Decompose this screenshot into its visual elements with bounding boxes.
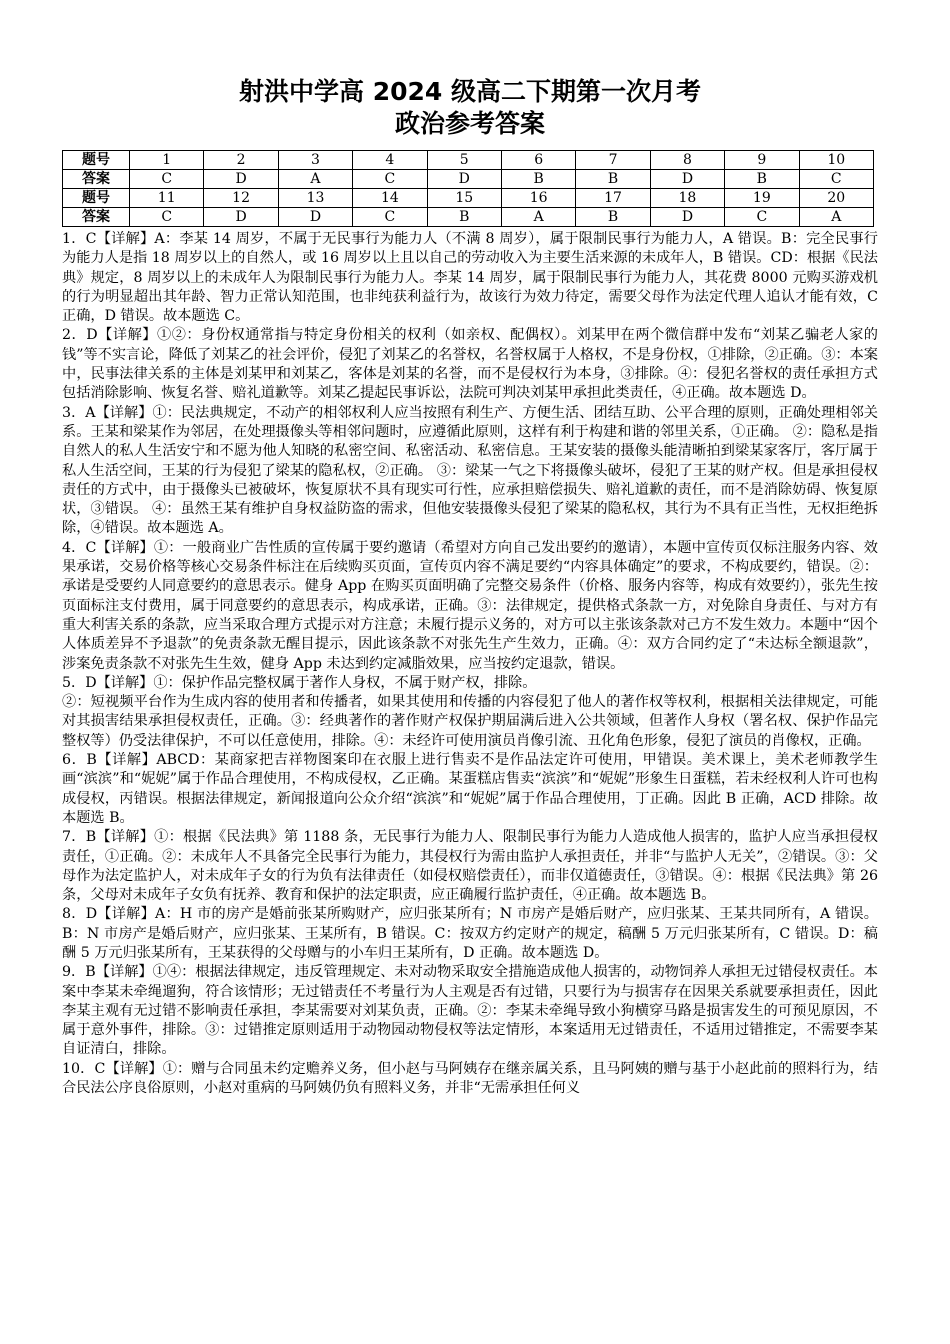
answer-row-1 bbox=[63, 170, 874, 189]
question-number: 15 bbox=[427, 189, 501, 208]
question-number: 2 bbox=[204, 151, 278, 170]
question-number: 8 bbox=[650, 151, 724, 170]
explanation-q5-continued: ②：短视频平台作为生成内容的使用者和传播者，如果其使用和传播的内容侵犯了他人的著作权等权利，根据相关法律规定，可能对其损害结果承担侵权责任，正确。③：经典著作的著作财产权保护期届满后进入公共领域，但著作人身权（署名权、保护作品完整权等）仍受法律保护，不可以任意使用，排除。④：未经许可使用演员肖像引流、丑化角色形象，侵犯了演员的肖像权，正确。 bbox=[62, 694, 878, 749]
question-number: 14 bbox=[353, 189, 427, 208]
answer-cell: C bbox=[353, 170, 427, 189]
answer-cell: C bbox=[130, 170, 204, 189]
subject-title: 政治参考答案 bbox=[394, 109, 545, 138]
answer-cell: A bbox=[501, 208, 575, 227]
explanation-q4: 4．C【详解】①：一般商业广告性质的宣传属于要约邀请（希望对方向自己发出要约的邀请），本题中宣传页仅标注服务内容、效果承诺，交易价格等核心交易条件标注在后续购买页面，宣传页内容不满足要约“内容具体确定”的要求，不构成要约，错误。②：承诺是受要约人同意要约的意思表示。健身 App 在购买页面明确了完整交易条件（价格、服务内容等，构成有效要约），张先生按页面标注支付费用，属于同意要约的意思表示，构成承诺，正确。③：法律规定，提供格式条款一方，对免除自身责任、与对方有重大利害关系的条款，应当采取合理方式提示对方注意；未履行提示义务的，对方可以主张该条款对己方不发生效力。本题中“因个人体质差异不予退款”的免责条款无醒目提示，因此该条款不对张先生产生效力，正确。④：双方合同约定了“未达标全额退款”，涉案免责条款不对张先生生效，健身 App 未达到约定减脂效果，应当按约定退款，错误。 bbox=[62, 539, 878, 672]
answer-cell: C bbox=[130, 208, 204, 227]
question-number: 19 bbox=[725, 189, 799, 208]
exam-title: 射洪中学高 2024 级高二下期第一次月考 bbox=[239, 77, 701, 106]
question-number: 3 bbox=[278, 151, 352, 170]
answer-cell: C bbox=[799, 170, 873, 189]
question-number: 4 bbox=[353, 151, 427, 170]
question-number-row-1 bbox=[63, 151, 874, 170]
answer-cell: B bbox=[576, 208, 650, 227]
question-number: 20 bbox=[799, 189, 873, 208]
answer-cell: D bbox=[650, 208, 724, 227]
row-label-answer: 答案 bbox=[63, 208, 130, 227]
question-number: 7 bbox=[576, 151, 650, 170]
answer-document bbox=[62, 76, 878, 1098]
question-number: 5 bbox=[427, 151, 501, 170]
answer-cell: B bbox=[501, 170, 575, 189]
explanation-q5: 5．D【详解】①：保护作品完整权属于著作人身权，不属于财产权，排除。 bbox=[62, 674, 537, 691]
question-number: 1 bbox=[130, 151, 204, 170]
explanation-q9: 9．B【详解】①④：根据法律规定，违反管理规定、未对动物采取安全措施造成他人损害的，动物饲养人承担无过错侵权责任。本案中李某未牵绳遛狗，符合该情形；无过错责任不考量行为人主观是否有过错，只要行为与损害存在因果关系就要承担责任，因此李某主观有无过错不影响责任承担，李某需要对刘某负责，正确。②：李某未牵绳导致小狗横穿马路是损害发生的可预见原因，不属于意外事件，排除。③：过错推定原则适用于动物园动物侵权等法定情形，本案适用无过错责任，不适用过错推定，不需要李某自证清白，排除。 bbox=[62, 964, 878, 1058]
answer-row-2 bbox=[63, 208, 874, 227]
question-number: 10 bbox=[799, 151, 873, 170]
answer-cell: A bbox=[278, 170, 352, 189]
explanation-list bbox=[62, 230, 878, 1098]
explanation-q7: 7．B【详解】①：根据《民法典》第 1188 条，无民事行为能力人、限制民事行为能力人造成他人损害的，监护人应当承担侵权责任，①正确。②：未成年人不具备完全民事行为能力，其侵权行为需由监护人承担责任，并非“与监护人无关”，②错误。③：父母作为法定监护人，对未成年子女的行为负有法律责任（如侵权赔偿责任），而非仅道德责任，③错误。④：根据《民法典》第 26 条，父母对未成年子女负有抚养、教育和保护的法定职责，应正确履行监护责任，④正确。故本题选 B。 bbox=[62, 829, 878, 904]
row-label-question: 题号 bbox=[63, 189, 130, 208]
answer-cell: C bbox=[353, 208, 427, 227]
question-number: 16 bbox=[501, 189, 575, 208]
row-label-question: 题号 bbox=[63, 151, 130, 170]
question-number: 11 bbox=[130, 189, 204, 208]
question-number-row-2 bbox=[63, 189, 874, 208]
explanation-q10: 10．C【详解】①：赠与合同虽未约定赡养义务，但小赵与马阿姨存在继亲属关系，且马阿姨的赠与基于小赵此前的照料行为，结合民法公序良俗原则，小赵对重病的马阿姨仍负有照料义务，并非“无需承担任何义 bbox=[62, 1060, 878, 1097]
answer-table bbox=[62, 150, 874, 227]
explanation-q3: 3．A【详解】①：民法典规定，不动产的相邻权利人应当按照有利生产、方便生活、团结互助、公平合理的原则，正确处理相邻关系。王某和梁某作为邻居，在处理摄像头等相邻问题时，应遵循此原则，这样有利于构建和谐的邻里关系，①正确。 ②：隐私是指自然人的私人生活安宁和不愿为他人知晓的私密空间、私密活动、私密信息。王某安装的摄像头能清晰拍到梁某家客厅，客厅属于私人生活空间，王某的行为侵犯了梁某的隐私权，②正确。 ③：梁某一气之下将摄像头破坏，侵犯了王某的财产权。但是承担侵权责任的方式中，由于摄像头已被破坏，恢复原状不具有现实可行性，应承担赔偿损失、赔礼道歉的责任，而不是消除妨碍、恢复原状，③错误。 ④：虽然王某有维护自身权益防盗的需求，但他安装摄像头侵犯了梁某的隐私权，其行为不具有正当性，无权拒绝拆除，④错误。故本题选 A。 bbox=[62, 404, 878, 537]
answer-cell: D bbox=[204, 208, 278, 227]
explanation-q2: 2．D【详解】①②：身份权通常指与特定身份相关的权利（如亲权、配偶权）。刘某甲在两个微信群中发布“刘某乙骗老人家的钱”等不实言论，降低了刘某乙的社会评价，侵犯了刘某乙的名誉权，名誉权属于人格权，不是身份权，①排除，②正确。③：本案中，民事法律关系的主体是刘某甲和刘某乙，客体是刘某的名誉，而不是侵权行为本身，③排除。④：侵犯名誉权的责任承担方式包括消除影响、恢复名誉、赔礼道歉等。刘某乙提起民事诉讼，法院可判决刘某甲承担此类责任，④正确。故本题选 D。 bbox=[62, 327, 878, 402]
explanation-q8: 8．D【详解】A：H 市的房产是婚前张某所购财产，应归张某所有；N 市房产是婚后财产，应归张某、王某共同所有，A 错误。B：N 市房产是婚后财产，应归张某、王某所有，B 错误。C：按双方约定财产的规定，稿酬 5 万元归张某所有，C 错误。D：稿酬 5 万元归张某所有，王某获得的父母赠与的小车归王某所有，D 正确。故本题选 D。 bbox=[62, 906, 878, 961]
explanation-q6: 6．B【详解】ABCD：某商家把吉祥物图案印在衣服上进行售卖不是作品法定许可使用，甲错误。美术课上，美术老师教学生画“滨滨”和“妮妮”属于作品合理使用，不构成侵权，乙正确。某蛋糕店售卖“滨滨”和“妮妮”形象生日蛋糕，若未经权利人许可也构成侵权，丙错误。根据法律规定，新闻报道向公众介绍“滨滨”和“妮妮”属于作品合理使用，丁正确。因此 B 正确，ACD 排除。故本题选 B。 bbox=[62, 752, 878, 826]
question-number: 9 bbox=[725, 151, 799, 170]
answer-cell: B bbox=[576, 170, 650, 189]
answer-cell: A bbox=[799, 208, 873, 227]
answer-cell: B bbox=[725, 170, 799, 189]
question-number: 18 bbox=[650, 189, 724, 208]
row-label-answer: 答案 bbox=[63, 170, 130, 189]
question-number: 12 bbox=[204, 189, 278, 208]
answer-cell: D bbox=[650, 170, 724, 189]
answer-cell: C bbox=[725, 208, 799, 227]
explanation-q1: 1．C【详解】A：李某 14 周岁，不属于无民事行为能力人（不满 8 周岁），属于限制民事行为能力人，A 错误。B：完全民事行为能力人是指 18 周岁以上的自然人，或 16 周岁以上且以自己的劳动收入为主要生活来源的未成年人，B 错误。CD：根据《民法典》规定，8 周岁以上的未成年人为限制民事行为能力人。李某 14 周岁，属于限制民事行为能力人，其花费 8000 元购买游戏机的行为明显超出其年龄、智力正常认知范围，也非纯获利益行为，故该行为效力待定，需要父母作为法定代理人追认才能有效，C 正确，D 错误。故本题选 C。 bbox=[62, 231, 878, 325]
question-number: 17 bbox=[576, 189, 650, 208]
question-number: 13 bbox=[278, 189, 352, 208]
answer-cell: D bbox=[204, 170, 278, 189]
answer-cell: D bbox=[278, 208, 352, 227]
question-number: 6 bbox=[501, 151, 575, 170]
answer-cell: D bbox=[427, 170, 501, 189]
answer-cell: B bbox=[427, 208, 501, 227]
